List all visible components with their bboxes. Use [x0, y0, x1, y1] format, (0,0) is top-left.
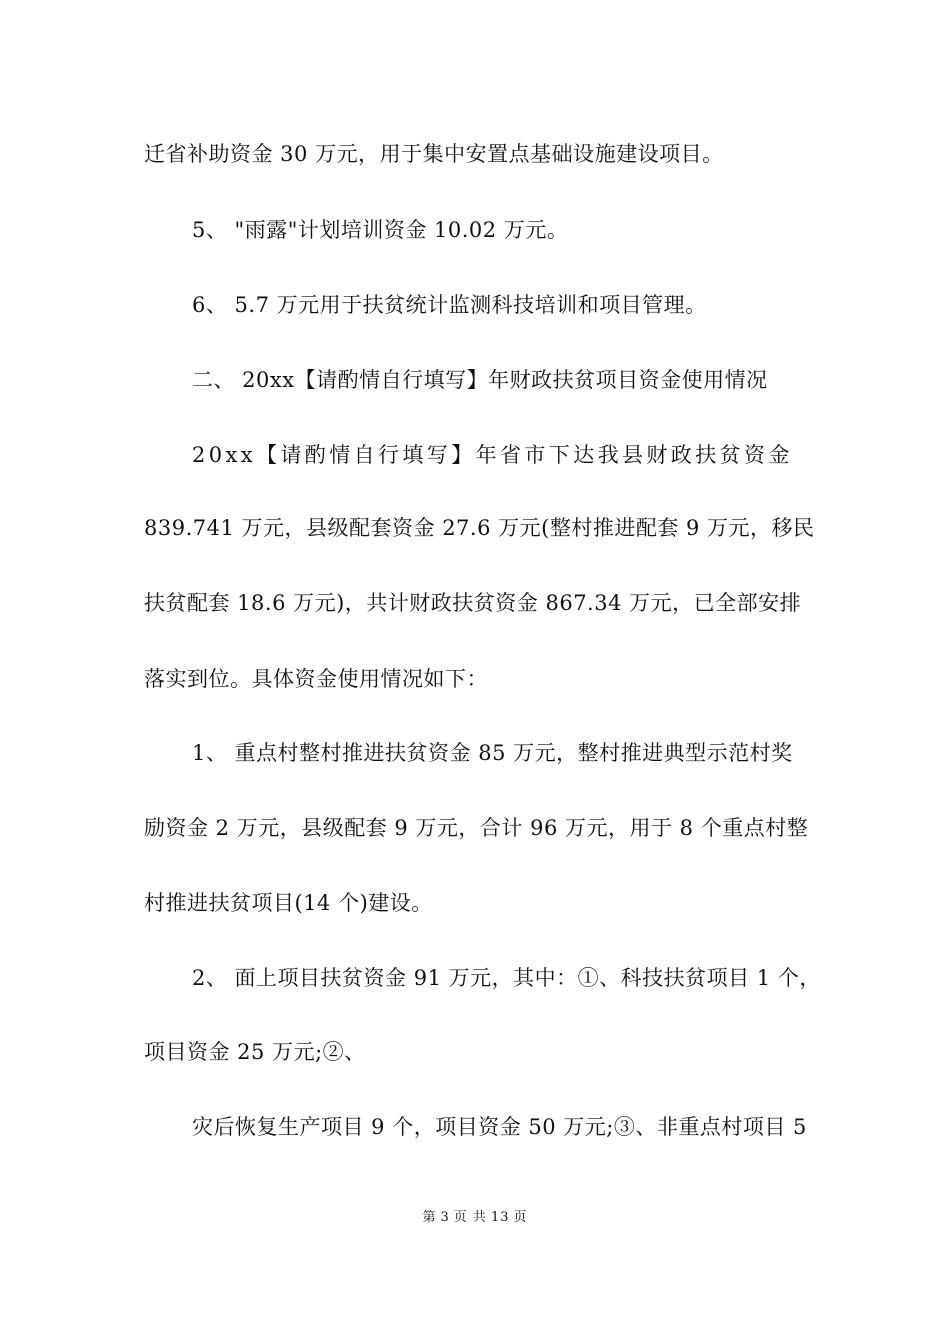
- footer-prefix: 第: [422, 1210, 437, 1225]
- section-heading: 二、 20xx【请酌情自行填写】年财政扶贫项目资金使用情况: [192, 368, 768, 392]
- body-text-line: 项目资金 25 万元;②、: [144, 1040, 366, 1064]
- body-text-line: 落实到位。具体资金使用情况如下：: [144, 667, 488, 691]
- paragraph-first-line: 20xx【请酌情自行填写】年省市下达我县财政扶贫资金: [192, 443, 793, 467]
- list-item-1: 1、 重点村整村推进扶贫资金 85 万元，整村推进典型示范村奖: [192, 741, 793, 765]
- body-text-line: 迁省补助资金 30 万元，用于集中安置点基础设施建设项目。: [144, 142, 724, 166]
- footer-middle: 页 共: [453, 1210, 487, 1225]
- body-text-line: 扶贫配套 18.6 万元)，共计财政扶贫资金 867.34 万元，已全部安排: [144, 591, 802, 615]
- list-item-5: 5、 "雨露"计划培训资金 10.02 万元。: [192, 218, 569, 242]
- footer-page-total: 13: [490, 1210, 510, 1225]
- footer-page-number: 3: [440, 1210, 450, 1225]
- body-text-line: 839.741 万元，县级配套资金 27.6 万元(整村推进配套 9 万元，移民: [144, 516, 815, 540]
- body-text-line: 励资金 2 万元，县级配套 9 万元，合计 96 万元，用于 8 个重点村整: [144, 816, 809, 840]
- body-text-line: 村推进扶贫项目(14 个)建设。: [144, 891, 433, 915]
- body-text-line: 灾后恢复生产项目 9 个，项目资金 50 万元;③、非重点村项目 5: [192, 1115, 807, 1139]
- list-item-6: 6、 5.7 万元用于扶贫统计监测科技培训和项目管理。: [192, 293, 707, 317]
- footer-suffix: 页: [513, 1210, 528, 1225]
- page-footer: [0, 1209, 950, 1227]
- list-item-2: 2、 面上项目扶贫资金 91 万元，其中：①、科技扶贫项目 1 个，: [192, 966, 821, 990]
